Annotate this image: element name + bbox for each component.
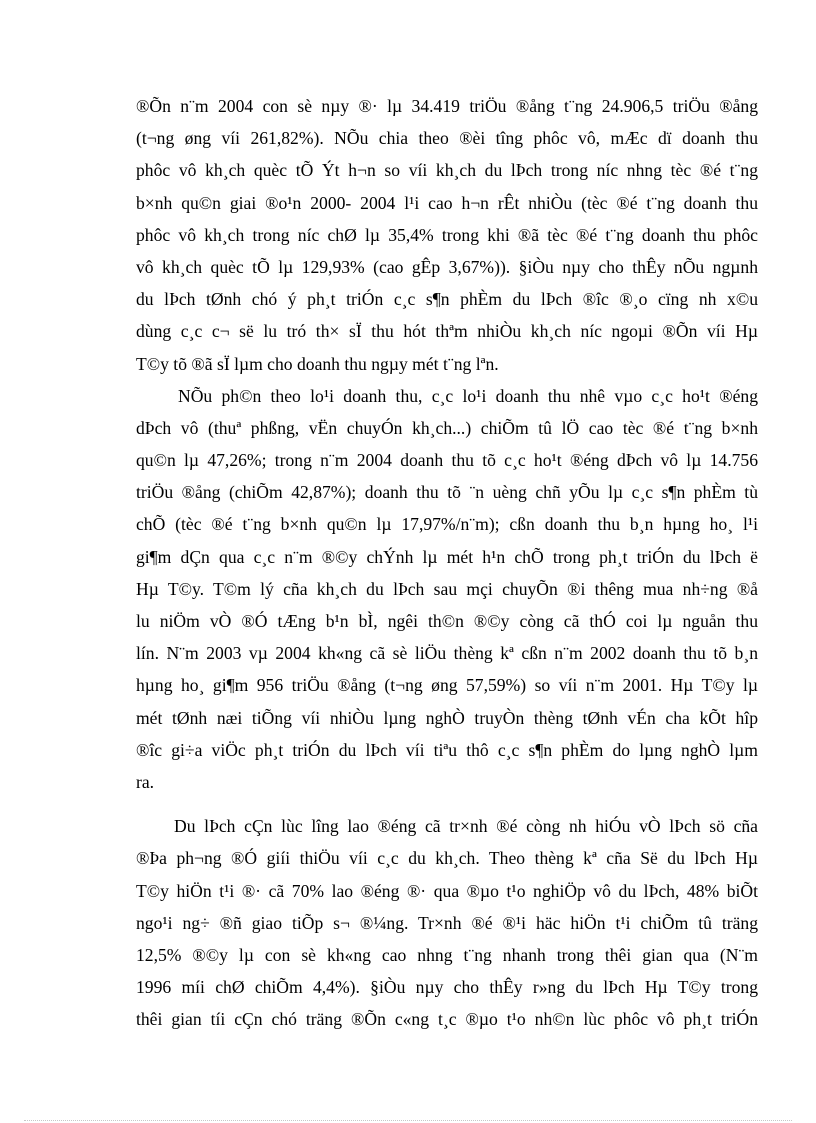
text-line: ngo¹i ng÷ ®ñ giao tiÕp s¬ ®¼ng. Tr×nh ®é ®¹i häc hiÖn t¹i chiÕm tû träng bbox=[136, 912, 758, 933]
paragraph-spacer bbox=[136, 798, 758, 810]
text-line: T©y hiÖn t¹i ®· cã 70% lao ®éng ®· qua ®µo t¹o nghiÖp vô du lÞch, 48% biÕt bbox=[136, 880, 758, 901]
text-line: gi¶m dÇn qua c¸c n¨m ®©y chÝnh lµ mét h¹n chÕ trong ph¸t triÓn du lÞch ë bbox=[136, 546, 758, 567]
text-line: triÖu ®ång (chiÕm 42,87%); doanh thu tõ ¨n uèng chñ yÕu lµ c¸c s¶n phÈm tù bbox=[136, 482, 758, 503]
text-line: lu niÖm vÒ ®Ó tÆng b¹n bÌ, ngêi th©n ®©y còng cã thÓ coi lµ nguån thu bbox=[136, 611, 758, 631]
text-line: Hµ T©y. T©m lý cña kh¸ch du lÞch sau mçi chuyÕn ®i thêng mua nh÷ng ®å bbox=[136, 578, 758, 599]
text-line: 12,5% ®©y lµ con sè kh«ng cao nhng t¨ng nhanh trong thêi gian qua (N¨m bbox=[136, 944, 758, 965]
text-line: thêi gian tíi cÇn chó träng ®Õn c«ng t¸c ®µo t¹o nh©n lùc phôc vô ph¸t triÓn bbox=[136, 1009, 758, 1030]
text-line: ra. bbox=[136, 771, 155, 792]
text-line: chÕ (tèc ®é t¨ng b×nh qu©n lµ 17,97%/n¨m); cßn doanh thu b¸n hµng ho¸ l¹i bbox=[136, 514, 758, 535]
paragraph-3 bbox=[136, 810, 758, 1035]
text-line: phôc vô kh¸ch trong níc chØ lµ 35,4% trong khi ®ã tèc ®é t¨ng doanh thu phôc bbox=[136, 224, 758, 245]
text-line: du lÞch tØnh chó ý ph¸t triÓn c¸c s¶n phÈm du lÞch ®îc ®¸o cïng nh x©u bbox=[136, 289, 758, 310]
text-line: lín. N¨m 2003 vµ 2004 kh«ng cã sè liÖu thèng kª cßn n¨m 2002 doanh thu tõ b¸n bbox=[136, 643, 758, 664]
paragraph-1 bbox=[136, 90, 758, 380]
text-line: b×nh qu©n giai ®o¹n 2000- 2004 l¹i cao h¬n rÊt nhiÒu (tèc ®é t¨ng doanh thu bbox=[136, 192, 758, 213]
paragraph-2 bbox=[136, 380, 758, 798]
text-line: Du lÞch cÇn lùc lîng lao ®éng cã tr×nh ®é còng nh hiÓu vÒ lÞch sö cña bbox=[174, 816, 758, 837]
text-line: 1996 míi chØ chiÕm 4,4%). §iÒu nµy cho thÊy r»ng du lÞch Hµ T©y trong bbox=[136, 977, 758, 998]
text-line: (t¬ng øng víi 261,82%). NÕu chia theo ®èi tîng phôc vô, mÆc dï doanh thu bbox=[136, 128, 758, 149]
text-line: qu©n lµ 47,26%; trong n¨m 2004 doanh thu tõ c¸c ho¹t ®éng dÞch vô lµ 14.756 bbox=[136, 450, 758, 471]
text-line: ®Õn n¨m 2004 con sè nµy ®· lµ 34.419 triÖu ®ång t¨ng 24.906,5 triÖu ®ång bbox=[136, 96, 758, 116]
text-line: phôc vô kh¸ch quèc tÕ Ýt h¬n so víi kh¸ch du lÞch trong níc nhng tèc ®é t¨ng bbox=[136, 160, 758, 181]
body-text bbox=[136, 90, 758, 1035]
text-line: ®îc gi÷a viÖc ph¸t triÓn du lÞch víi tiªu thô c¸c s¶n phÈm do lµng nghÒ lµm bbox=[136, 739, 758, 760]
page-bottom-divider bbox=[24, 1120, 792, 1121]
text-line: ®Þa ph¬ng ®Ó giíi thiÖu víi c¸c du kh¸ch. Theo thèng kª cña Së du lÞch Hµ bbox=[136, 848, 758, 869]
text-line: T©y tõ ®ã sÏ lµm cho doanh thu ngµy mét t¨ng lªn. bbox=[136, 353, 499, 374]
text-line: dÞch vô (thuª phßng, vËn chuyÓn kh¸ch...) chiÕm tû lÖ cao tèc ®é t¨ng b×nh bbox=[136, 417, 758, 438]
text-line: mét tØnh næi tiÕng víi nhiÒu lµng nghÒ truyÒn thèng tØnh vÉn cha kÕt hîp bbox=[136, 707, 758, 728]
text-line: hµng ho¸ gi¶m 956 triÖu ®ång (t¬ng øng 57,59%) so víi n¨m 2001. Hµ T©y lµ bbox=[136, 675, 758, 696]
text-line: vô kh¸ch quèc tÕ lµ 129,93% (cao gÊp 3,67%)). §iÒu nµy cho thÊy nÕu ngµnh bbox=[136, 256, 758, 277]
text-line: NÕu ph©n theo lo¹i doanh thu, c¸c lo¹i doanh thu nhê vµo c¸c ho¹t ®éng bbox=[178, 385, 758, 406]
text-line: dùng c¸c c¬ së lu tró th× sÏ thu hót thªm nhiÒu kh¸ch níc ngoµi ®Õn víi Hµ bbox=[136, 321, 758, 342]
